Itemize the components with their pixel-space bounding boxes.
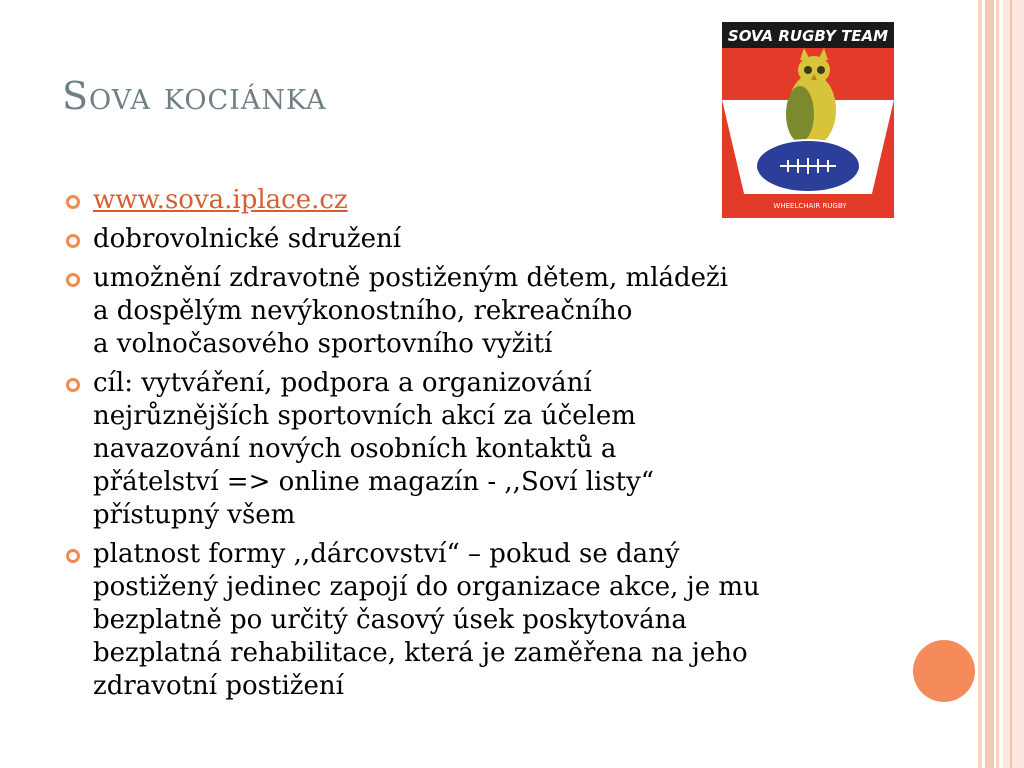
bullet-text-line: platnost formy ,,dárcovství“ – pokud se daný xyxy=(93,539,680,569)
bullet-item xyxy=(66,262,886,361)
bullet-item xyxy=(66,223,886,256)
bullet-circle-icon xyxy=(66,378,80,392)
bullet-list xyxy=(66,184,886,709)
bullet-text-line: dobrovolnické sdružení xyxy=(93,224,402,254)
bullet-text-line: zdravotní postižení xyxy=(93,671,344,701)
decorative-stripe xyxy=(1003,0,1024,768)
decorative-circle xyxy=(913,640,975,702)
decorative-stripe xyxy=(985,0,994,768)
bullet-text-line: cíl: vytváření, podpora a organizování xyxy=(93,368,592,398)
bullet-circle-icon xyxy=(66,234,80,248)
bullet-text-line: navazování nových osobních kontaktů a xyxy=(93,434,617,464)
bullet-text-line: přístupný všem xyxy=(93,500,296,530)
bullet-text-line: přátelství => online magazín - ,,Soví listy“ xyxy=(93,467,655,497)
decorative-stripe xyxy=(978,0,982,768)
bullet-text-line: postižený jedinec zapojí do organizace akce, je mu xyxy=(93,572,760,602)
decorative-stripe xyxy=(996,0,999,768)
bullet-text-line: umožnění zdravotně postiženým dětem, mládeži xyxy=(93,263,729,293)
logo-banner-text: SOVA RUGBY TEAM xyxy=(727,27,889,45)
bullet-item[interactable] xyxy=(66,184,886,217)
bullet-text-line: nejrůznějších sportovních akcí za účelem xyxy=(93,401,636,431)
slide-title: Sova kociánka xyxy=(62,74,327,118)
bullet-circle-icon xyxy=(66,195,80,209)
logo-bottom-text: WHEELCHAIR RUGBY xyxy=(773,202,847,210)
bullet-item xyxy=(66,367,886,532)
bullet-circle-icon xyxy=(66,549,80,563)
decorative-stripe xyxy=(1010,0,1012,768)
bullet-text-line: a volnočasového sportovního vyžití xyxy=(93,329,553,359)
bullet-circle-icon xyxy=(66,273,80,287)
website-link[interactable]: www.sova.iplace.cz xyxy=(93,185,348,215)
bullet-item xyxy=(66,538,886,703)
bullet-text-line: bezplatně po určitý časový úsek poskytována xyxy=(93,605,687,635)
bullet-text-line: a dospělým nevýkonostního, rekreačního xyxy=(93,296,633,326)
bullet-text-line: bezplatná rehabilitace, která je zaměřena na jeho xyxy=(93,638,748,668)
